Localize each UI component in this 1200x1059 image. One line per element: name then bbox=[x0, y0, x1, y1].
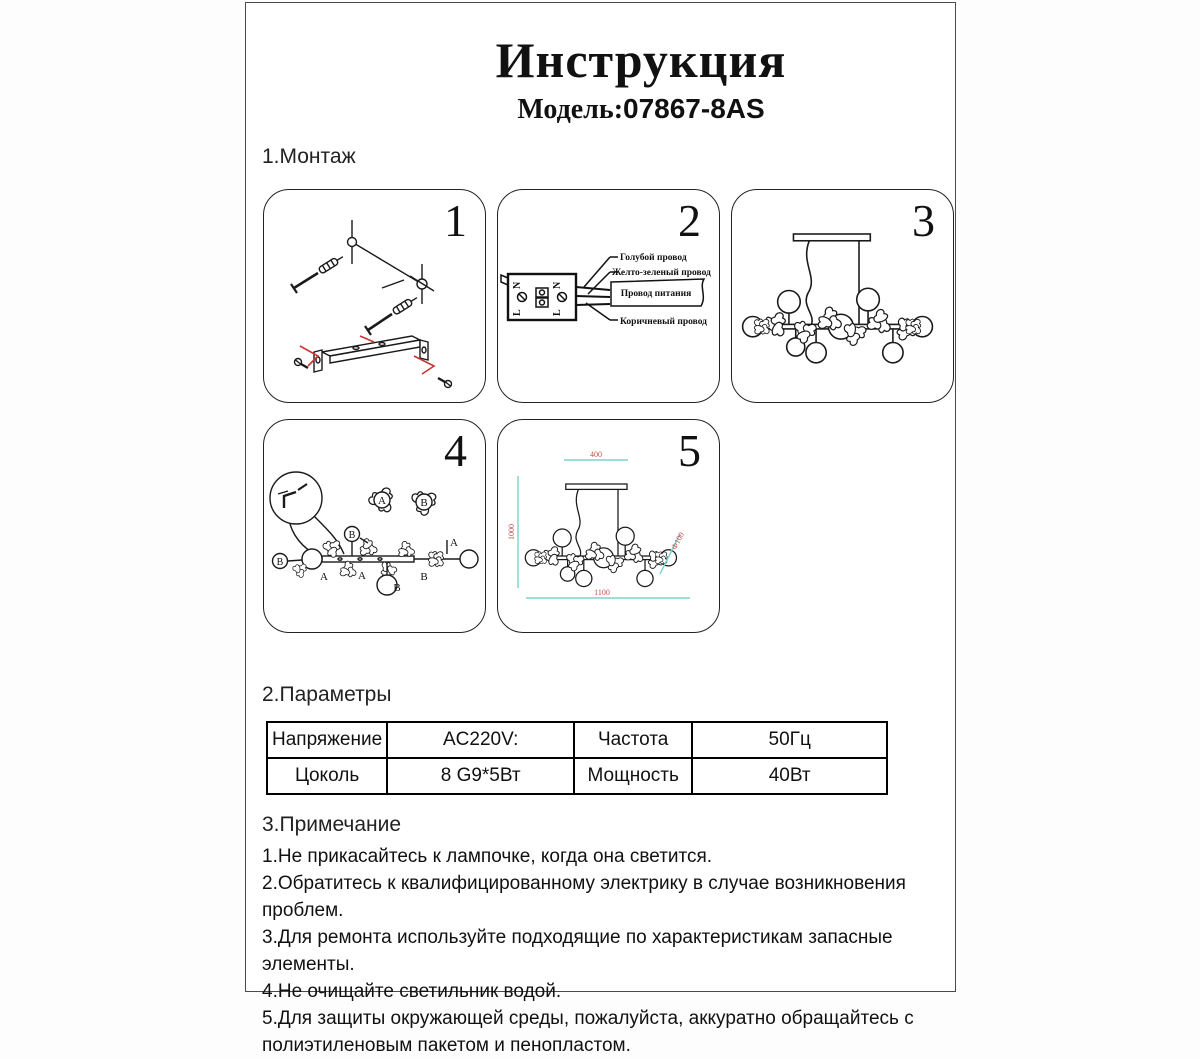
param-power-label: Мощность bbox=[574, 758, 692, 794]
callout-letter-b-circled: B bbox=[420, 497, 428, 509]
section-montage-heading: 1.Монтаж bbox=[262, 145, 356, 168]
param-frequency-value: 50Гц bbox=[692, 722, 887, 758]
step-4-diagram-assembly bbox=[264, 420, 485, 632]
step-5-diagram-dimensions bbox=[498, 420, 719, 632]
label-blue-wire: Голубой провод bbox=[620, 253, 687, 263]
param-socket-value: 8 G9*5Вт bbox=[387, 758, 574, 794]
dim-bottom-1100: 1100 bbox=[594, 588, 610, 597]
bar-letter-b3: B bbox=[420, 571, 428, 583]
dim-left-1000: 1000 bbox=[507, 524, 516, 540]
note-item-2: 2.Обратитесь к квалифицированному электрику в случае возникновения проблем. bbox=[262, 873, 906, 921]
bar-letter-a1: A bbox=[320, 571, 328, 583]
terminal-n-right: N bbox=[552, 281, 563, 289]
section-notes-heading: 3.Примечание bbox=[262, 813, 402, 836]
dim-top-400: 400 bbox=[590, 450, 602, 459]
model-value: 07867-8AS bbox=[623, 93, 765, 124]
bar-letter-b-top: B bbox=[348, 530, 356, 541]
param-frequency-label: Частота bbox=[574, 722, 692, 758]
terminal-l-left: L bbox=[512, 309, 523, 316]
note-item-4: 4.Не очищайте светильник водой. bbox=[262, 981, 562, 1002]
step-2-diagram-wiring bbox=[498, 190, 719, 402]
section-params-heading: 2.Параметры bbox=[262, 683, 392, 706]
model-line bbox=[517, 93, 764, 126]
step-4-panel bbox=[263, 419, 486, 633]
dim-globe-diameter: Ф100 bbox=[669, 530, 687, 552]
table-row bbox=[267, 758, 887, 794]
step-1-panel bbox=[263, 189, 486, 403]
param-voltage-value: AC220V: bbox=[387, 722, 574, 758]
bar-letter-a3: A bbox=[450, 537, 458, 549]
terminal-n-left: N bbox=[512, 281, 523, 289]
step-2-panel bbox=[497, 189, 720, 403]
param-power-value: 40Вт bbox=[692, 758, 887, 794]
params-table bbox=[266, 721, 888, 795]
step-5-panel bbox=[497, 419, 720, 633]
step-1-number: 1 bbox=[444, 195, 467, 246]
step-2-number: 2 bbox=[678, 195, 701, 246]
page-title: Инструкция bbox=[495, 32, 787, 88]
table-row bbox=[267, 722, 887, 758]
param-voltage-label: Напряжение bbox=[267, 722, 387, 758]
dimension-lines bbox=[518, 460, 690, 598]
label-brown-wire: Коричневый провод bbox=[620, 317, 707, 327]
step-3-panel bbox=[731, 189, 954, 403]
step-3-number: 3 bbox=[912, 195, 935, 246]
note-item-5: 5.Для защиты окружающей среды, пожалуйста, аккуратно обращайтесь с полиэтиленовым пакетом и пенопластом. bbox=[262, 1008, 914, 1056]
bar-letter-b-left: B bbox=[276, 557, 284, 568]
bar-letter-b2: B bbox=[393, 582, 401, 594]
page bbox=[245, 2, 956, 1056]
note-item-3: 3.Для ремонта используйте подходящие по характеристикам запасные элементы. bbox=[262, 927, 893, 975]
param-socket-label: Цоколь bbox=[267, 758, 387, 794]
step-3-diagram-chandelier bbox=[732, 190, 953, 402]
callout-letter-a-circled: A bbox=[378, 495, 386, 507]
step-4-number: 4 bbox=[444, 425, 467, 476]
note-item-1: 1.Не прикасайтесь к лампочке, когда она светится. bbox=[262, 846, 713, 867]
notes-list bbox=[262, 843, 960, 1059]
step-5-number: 5 bbox=[678, 425, 701, 476]
label-yellow-green-wire: Желто-зеленый провод bbox=[612, 268, 711, 278]
model-label: Модель: bbox=[517, 94, 624, 125]
terminal-l-right: L bbox=[552, 309, 563, 316]
bar-letter-a2: A bbox=[358, 570, 366, 582]
label-power-wire: Провод питания bbox=[620, 289, 692, 299]
step-1-diagram-bracket-anchors bbox=[264, 190, 485, 402]
